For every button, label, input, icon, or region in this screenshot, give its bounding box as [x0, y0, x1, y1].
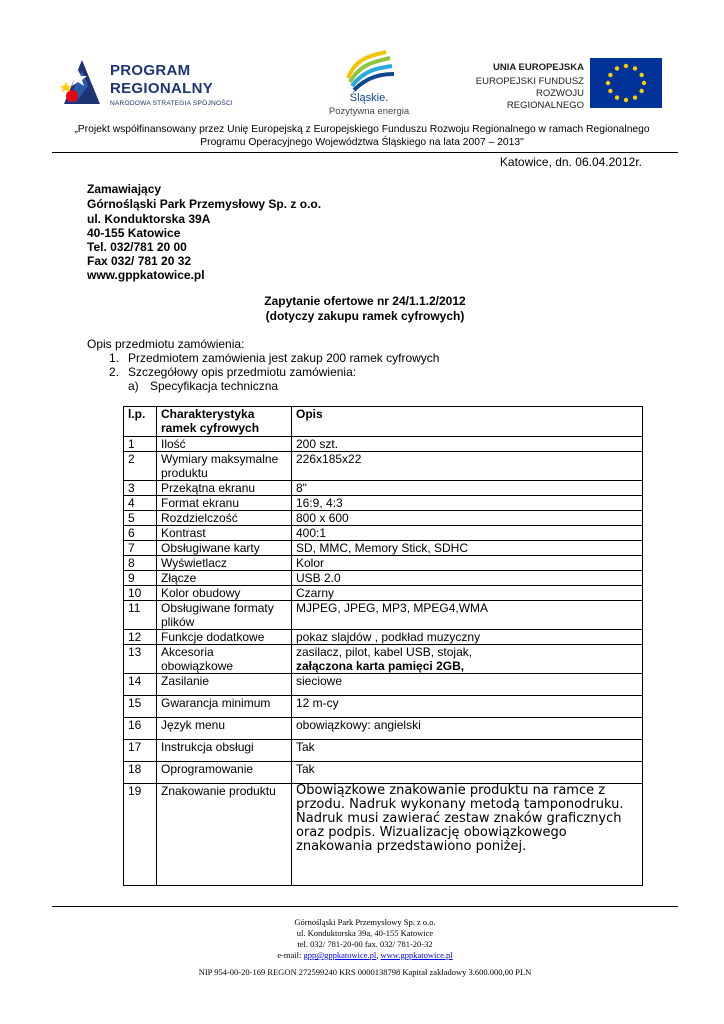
- row-name: Gwarancja minimum: [157, 696, 292, 718]
- row-name: Instrukcja obsługi: [157, 740, 292, 762]
- eu-flag-icon: [590, 58, 662, 108]
- row-name: Obsługiwane karty: [157, 541, 292, 556]
- row-value: Czarny: [292, 586, 643, 601]
- eu-logo: [460, 58, 662, 111]
- row-value: USB 2.0: [292, 571, 643, 586]
- list-number-1: 1.: [109, 351, 120, 365]
- row-name: Format ekranu: [157, 496, 292, 511]
- row-name: Złącze: [157, 571, 292, 586]
- row-value: pokaz slajdów , podkład muzyczny: [292, 630, 643, 645]
- inquiry-subtitle: (dotyczy zakupu ramek cyfrowych): [265, 309, 465, 323]
- program-logo-line2: REGIONALNY: [110, 80, 214, 97]
- row-lp: 5: [124, 511, 157, 526]
- row-value: 200 szt.: [292, 437, 643, 452]
- row-lp: 6: [124, 526, 157, 541]
- row-name: Wyświetlacz: [157, 556, 292, 571]
- table-row: [124, 784, 643, 886]
- buyer-street: ul. Konduktorska 39A: [87, 212, 211, 226]
- row-name: Znakowanie produktu: [157, 784, 292, 886]
- buyer-city: 40-155 Katowice: [87, 226, 181, 240]
- row-value: MJPEG, JPEG, MP3, MPEG4,WMA: [292, 601, 643, 630]
- slaskie-name: Śląskie.: [349, 92, 389, 104]
- row-name: Akcesoria obowiązkowe: [157, 645, 292, 674]
- eu-logo-line2: EUROPEJSKI FUNDUSZ: [475, 76, 584, 87]
- accessories-list: zasilacz, pilot, kabel USB, stojak,: [296, 645, 473, 659]
- row-lp: 8: [124, 556, 157, 571]
- row-lp: 18: [124, 762, 157, 784]
- row-name: Kolor obudowy: [157, 586, 292, 601]
- table-row: [124, 601, 643, 630]
- row-value: 226x185x22: [292, 452, 643, 481]
- header-lp: l.p.: [124, 407, 157, 437]
- row-name: Przekątna ekranu: [157, 481, 292, 496]
- buyer-website: www.gppkatowice.pl: [87, 268, 205, 282]
- footer-company: Górnośląski Park Przemysłowy Sp. z o.o.: [294, 917, 436, 927]
- table-row: [124, 674, 643, 696]
- table-row: [124, 496, 643, 511]
- row-lp: 3: [124, 481, 157, 496]
- row-name: Rozdzielczość: [157, 511, 292, 526]
- row-value: 800 x 600: [292, 511, 643, 526]
- table-row: [124, 718, 643, 740]
- buyer-tel: Tel. 032/781 20 00: [87, 240, 187, 254]
- program-logo-line3: NARODOWA STRATEGIA SPÓJNOŚCI: [110, 100, 233, 107]
- inquiry-title: Zapytanie ofertowe nr 24/1.1.2/2012: [264, 294, 466, 308]
- program-regionalny-emblem-icon: [58, 56, 106, 108]
- table-row: [124, 762, 643, 784]
- row-value: 12 m-cy: [292, 696, 643, 718]
- row-value-marking: Obowiązkowe znakowanie produktu na ramce z przodu. Nadruk wykonany metodą tamponodruku. Nadruk musi zawierać zestaw znaków graficznych oraz podpis. Wizualizację obowiązkowego znakowania przedstawiono poniżej.: [292, 784, 643, 886]
- table-row: [124, 437, 643, 452]
- footer-registry: NIP 954-00-20-169 REGON 272599240 KRS 0000138798 Kapitał zakładowy 3.600.000,00 PLN: [198, 967, 532, 977]
- footer-separator: ,: [376, 950, 381, 960]
- slaskie-logo: [328, 48, 410, 120]
- row-value: 16:9, 4:3: [292, 496, 643, 511]
- table-row: [124, 526, 643, 541]
- header-description: Opis: [292, 407, 643, 437]
- description-heading: Opis przedmiotu zamówienia:: [87, 337, 245, 351]
- cofinancing-caption-line1: „Projekt współfinansowany przez Unię Europejską z Europejskiego Funduszu Rozwoju Regionalnego w ramach Regionalnego: [74, 124, 650, 135]
- table-row: [124, 541, 643, 556]
- specification-table: [123, 406, 643, 886]
- header-characteristic: Charakterystyka ramek cyfrowych: [157, 407, 292, 437]
- table-row: [124, 481, 643, 496]
- table-row: [124, 452, 643, 481]
- row-lp: 1: [124, 437, 157, 452]
- buyer-name: Górnośląski Park Przemysłowy Sp. z o.o.: [87, 197, 322, 211]
- footer-divider: [52, 906, 678, 907]
- header-divider: [52, 152, 678, 153]
- table-row: [124, 556, 643, 571]
- row-lp: 15: [124, 696, 157, 718]
- slaskie-tagline: Pozytywna energia: [328, 106, 410, 117]
- cofinancing-caption-line2: Programu Operacyjnego Województwa Śląskiego na lata 2007 – 2013": [200, 137, 524, 148]
- eu-logo-line1: UNIA EUROPEJSKA: [493, 62, 584, 73]
- table-row: [124, 645, 643, 674]
- footer-email-label: e-mail:: [277, 950, 304, 960]
- row-lp: 11: [124, 601, 157, 630]
- table-row: [124, 630, 643, 645]
- table-row: [124, 586, 643, 601]
- row-name: Oprogramowanie: [157, 762, 292, 784]
- row-lp: 10: [124, 586, 157, 601]
- footer-email-link[interactable]: gpp@gppkatowice.pl: [303, 950, 377, 960]
- table-row: [124, 511, 643, 526]
- buyer-fax: Fax 032/ 781 20 32: [87, 254, 192, 268]
- row-lp: 2: [124, 452, 157, 481]
- table-row: [124, 740, 643, 762]
- row-lp: 7: [124, 541, 157, 556]
- row-value: 8": [292, 481, 643, 496]
- footer-website-link[interactable]: www.gppkatowice.pl: [380, 950, 453, 960]
- row-value: sieciowe: [292, 674, 643, 696]
- row-value: SD, MMC, Memory Stick, SDHC: [292, 541, 643, 556]
- table-header-row: [124, 407, 643, 437]
- place-date: Katowice, dn. 06.04.2012r.: [499, 155, 642, 169]
- memory-card-note: załączona karta pamięci 2GB,: [296, 659, 465, 673]
- row-value: 400:1: [292, 526, 643, 541]
- row-lp: 12: [124, 630, 157, 645]
- row-name: Funkcje dodatkowe: [157, 630, 292, 645]
- footer-contact: [52, 950, 678, 961]
- row-lp: 14: [124, 674, 157, 696]
- row-value: obowiązkowy: angielski: [292, 718, 643, 740]
- description-item-1: Przedmiotem zamówienia jest zakup 200 ramek cyfrowych: [128, 351, 440, 365]
- description-item-2: Szczegółowy opis przedmiotu zamówienia:: [128, 365, 357, 379]
- program-logo-line1: PROGRAM: [110, 62, 191, 79]
- list-letter-a: a): [128, 379, 139, 393]
- row-lp: 13: [124, 645, 157, 674]
- table-row: [124, 571, 643, 586]
- row-name: Wymiary maksymalne produktu: [157, 452, 292, 481]
- buyer-heading: Zamawiający: [87, 182, 162, 196]
- row-name: Język menu: [157, 718, 292, 740]
- row-lp: 17: [124, 740, 157, 762]
- eu-logo-line3: ROZWOJU REGIONALNEGO: [506, 88, 584, 111]
- row-name: Ilość: [157, 437, 292, 452]
- row-lp: 19: [124, 784, 157, 886]
- row-lp: 16: [124, 718, 157, 740]
- footer-phone-fax: tel. 032/ 781-20-00 fax. 032/ 781-20-32: [297, 939, 433, 949]
- footer-address: ul. Konduktorska 39a, 40-155 Katowice: [296, 928, 434, 938]
- slaskie-waves-icon: [342, 48, 398, 92]
- program-regionalny-logo: [58, 50, 240, 112]
- row-name: Zasilanie: [157, 674, 292, 696]
- row-lp: 4: [124, 496, 157, 511]
- row-value: Tak: [292, 740, 643, 762]
- row-value: Tak: [292, 762, 643, 784]
- row-name: Kontrast: [157, 526, 292, 541]
- row-value: Kolor: [292, 556, 643, 571]
- row-lp: 9: [124, 571, 157, 586]
- description-sub-a: Specyfikacja techniczna: [150, 379, 279, 393]
- row-name: Obsługiwane formaty plików: [157, 601, 292, 630]
- table-row: [124, 696, 643, 718]
- list-number-2: 2.: [109, 365, 120, 379]
- row-value-multi: [292, 645, 643, 674]
